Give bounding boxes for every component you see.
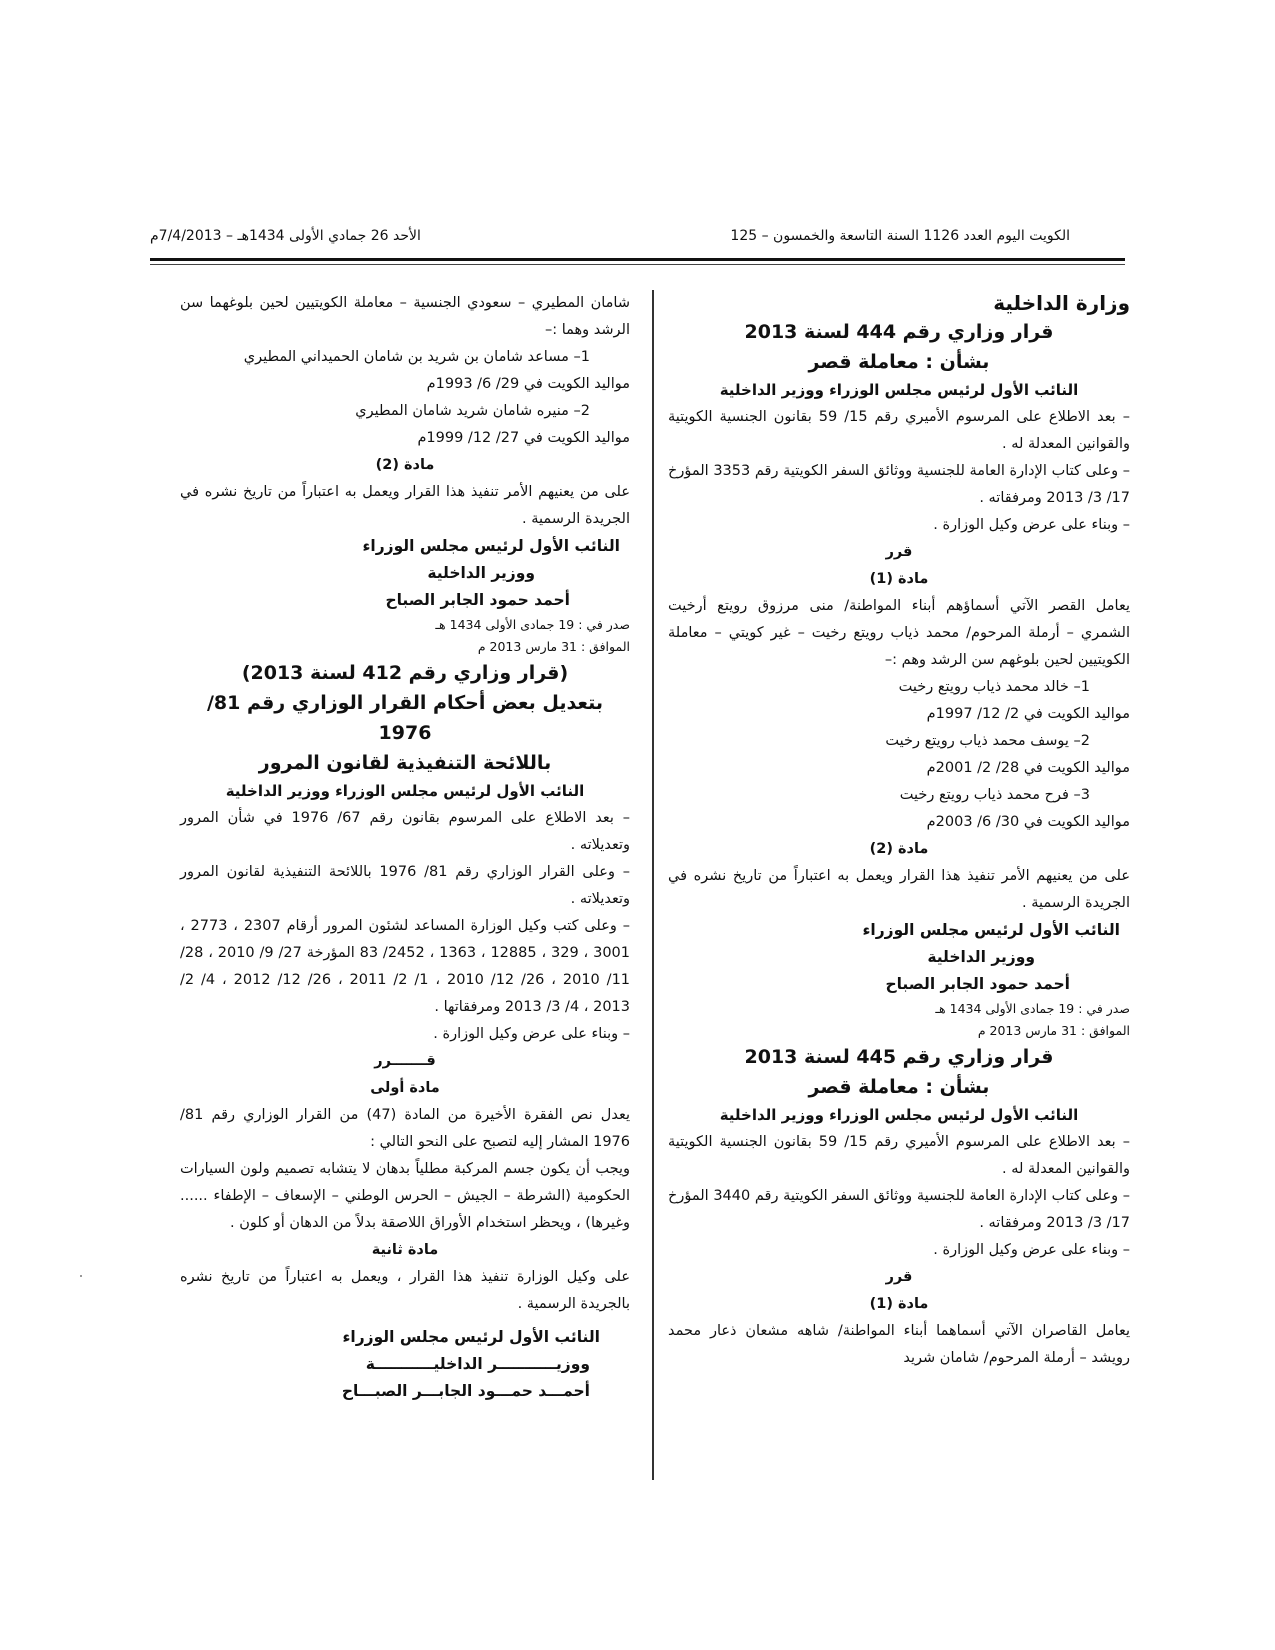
signature-minister: ووزير الداخلية <box>427 564 535 582</box>
decision-444-decide: قرر <box>885 544 913 560</box>
decision-444-preamble-1: – بعد الاطلاع على المرسوم الأميري رقم 15/ 59 بقانون الجنسية الكويتية والقوانين المعدلة له . <box>668 409 1130 452</box>
decision-444-article-2-text: على من يعنيهم الأمر تنفيذ هذا القرار ويعمل به اعتباراً من تاريخ نشره في الجريدة الرسمية . <box>668 868 1130 911</box>
decision-444-title: قرار وزاري رقم 444 لسنة 2013 <box>744 321 1054 343</box>
decision-445-preamble-1: – بعد الاطلاع على المرسوم الأميري رقم 15/ 59 بقانون الجنسية الكويتية والقوانين المعدلة له . <box>668 1134 1130 1177</box>
decision-412-subject-line-2: باللائحة التنفيذية لقانون المرور <box>258 752 552 774</box>
decision-444-preamble-3: – وبناء على عرض وكيل الوزارة . <box>933 517 1130 533</box>
minor-dob-2: مواليد الكويت في 28/ 2/ 2001م <box>926 760 1130 776</box>
signature-name: أحمـــد حمـــود الجابـــر الصبـــاح <box>341 1382 590 1400</box>
decision-412-subject-line-1: بتعديل بعض أحكام القرار الوزاري رقم 81/ 1976 <box>206 692 604 744</box>
decision-412-article-2-text: على وكيل الوزارة تنفيذ هذا القرار ، ويعمل به اعتباراً من تاريخ نشره بالجريدة الرسمية . <box>180 1269 630 1312</box>
decision-412-preamble-2: – وعلى القرار الوزاري رقم 81/ 1976 باللائحة التنفيذية لقانون المرور وتعديلاته . <box>180 864 631 907</box>
signature-name: أحمد حمود الجابر الصباح <box>385 591 570 609</box>
decision-412-decide: قـــــــرر <box>374 1053 436 1069</box>
decision-412-issuer: النائب الأول لرئيس مجلس الوزراء ووزير الداخلية <box>225 782 585 800</box>
decision-445-article-1-text: يعامل القاصران الآتي أسماهما أبناء المواطنة/ شاهه مشعان ذعار محمد رويشد – أرملة المرحوم/ شامان شريد <box>668 1323 1130 1366</box>
decision-444-article-1-text: يعامل القصر الآتي أسماؤهم أبناء المواطنة/ منى مرزوق رويتع أرخيت الشمري – أرملة المرحوم/ محمد ذياب رويتع رخيت – غير كويتي – معاملة الكويتيين لحين بلوغهم سن الرشد وهم :– <box>668 598 1130 668</box>
decision-445-preamble-3: – وبناء على عرض وكيل الوزارة . <box>933 1242 1130 1258</box>
decision-412-preamble-3: – وعلى كتب وكيل الوزارة المساعد لشئون المرور أرقام 2307 ، 2773 ، 3001 ، 329 ، 12885 ، 1363 ، 2452/ 83 المؤرخة 27/ 9/ 2010 ، 28/ 11/ 2010 ، 26/ 12/ 2010 ، 1/ 2/ 2011 ، 26/ 12/ 2012 ، 4/ 2/ 2013 ، 4/ 3/ 2013 ومرفقاتها . <box>180 918 631 1015</box>
decision-412-article-1-text-2: ويجب أن يكون جسم المركبة مطلياً بدهان لا يتشابه تصميم ولون السيارات الحكومية (الشرطة – الجيش – الحرس الوطني – الإسعاف – الإطفاء ...... وغيرها) ، ويحظر استخدام الأوراق اللاصقة بدلاً من الدهان أو كلون . <box>180 1161 630 1231</box>
issued-date-gregorian: الموافق : 31 مارس 2013 م <box>477 639 630 654</box>
decision-412-preamble-4: – وبناء على عرض وكيل الوزارة . <box>433 1026 630 1042</box>
decision-445-issuer: النائب الأول لرئيس مجلس الوزراء ووزير الداخلية <box>719 1106 1079 1124</box>
decision-412-article-1-text-1: يعدل نص الفقرة الأخيرة من المادة (47) من القرار الوزاري رقم 81/ 1976 المشار إليه لتصبح على النحو التالي : <box>180 1107 630 1150</box>
decision-445-article-2-heading: مادة (2) <box>375 457 435 473</box>
minor-dob-5: مواليد الكويت في 27/ 12/ 1999م <box>417 430 630 446</box>
minor-item-3: 3– فرح محمد ذياب رويتع رخيت <box>899 787 1090 803</box>
decision-412-article-1-heading: مادة أولى <box>370 1080 440 1096</box>
decision-444-article-2-heading: مادة (2) <box>869 841 929 857</box>
decision-445-subject: بشأن : معاملة قصر <box>808 1076 990 1098</box>
decision-445-title: قرار وزاري رقم 445 لسنة 2013 <box>744 1046 1054 1068</box>
signature-title: النائب الأول لرئيس مجلس الوزراء <box>342 1328 600 1346</box>
decision-445-preamble-2: – وعلى كتاب الإدارة العامة للجنسية ووثائق السفر الكويتية رقم 3440 المؤرخ 17/ 3/ 2013 ومرفقاته . <box>668 1188 1130 1231</box>
decision-412-title: (قرار وزاري رقم 412 لسنة 2013) <box>241 662 569 684</box>
issued-date-hijri: صدر في : 19 جمادى الأولى 1434 هـ <box>435 617 630 632</box>
signature-minister: ووزيـــــــــــر الداخليـــــــــــة <box>365 1355 590 1373</box>
page-header-right: الكويت اليوم العدد 1126 السنة التاسعة والخمسون – 125 <box>730 228 1070 244</box>
decision-445-article-2-text: على من يعنيهم الأمر تنفيذ هذا القرار ويعمل به اعتباراً من تاريخ نشره في الجريدة الرسمية . <box>180 484 630 527</box>
decision-445-decide: قرر <box>885 1269 913 1285</box>
minor-dob-4: مواليد الكويت في 29/ 6/ 1993م <box>426 376 630 392</box>
signature-title: النائب الأول لرئيس مجلس الوزراء <box>362 537 620 555</box>
minor-dob-1: مواليد الكويت في 2/ 12/ 1997م <box>926 706 1130 722</box>
minor-item-4: 1– مساعد شامان بن شريد بن شامان الحميداني المطيري <box>243 349 590 365</box>
decision-445-continued-text: شامان المطيري – سعودي الجنسية – معاملة الكويتيين لحين بلوغهما سن الرشد وهما :– <box>180 295 630 338</box>
minor-item-1: 1– خالد محمد ذياب رويتع رخيت <box>898 679 1090 695</box>
decision-445-article-1-heading: مادة (1) <box>869 1296 929 1312</box>
header-rule-thin <box>150 264 1125 265</box>
right-column <box>668 290 1130 1372</box>
signature-title: النائب الأول لرئيس مجلس الوزراء <box>862 921 1120 939</box>
page-header-left: الأحد 26 جمادي الأولى 1434هـ – 7/4/2013م <box>150 228 421 244</box>
decision-444-subject: بشأن : معاملة قصر <box>808 351 990 373</box>
minor-dob-3: مواليد الكويت في 30/ 6/ 2003م <box>926 814 1130 830</box>
minor-item-5: 2– منيره شامان شريد شامان المطيري <box>355 403 590 419</box>
signature-name: أحمد حمود الجابر الصباح <box>885 975 1070 993</box>
issued-date-hijri: صدر في : 19 جمادى الأولى 1434 هـ <box>935 1001 1130 1016</box>
minor-item-2: 2– يوسف محمد ذياب رويتع رخيت <box>885 733 1090 749</box>
decision-444-issuer: النائب الأول لرئيس مجلس الوزراء ووزير الداخلية <box>719 381 1079 399</box>
issued-date-gregorian: الموافق : 31 مارس 2013 م <box>977 1023 1130 1038</box>
left-column <box>180 290 630 1405</box>
signature-minister: ووزير الداخلية <box>927 948 1035 966</box>
decision-444-preamble-2: – وعلى كتاب الإدارة العامة للجنسية ووثائق السفر الكويتية رقم 3353 المؤرخ 17/ 3/ 2013 ومرفقاته . <box>668 463 1130 506</box>
column-divider <box>652 290 654 1480</box>
scan-speck <box>80 1275 82 1277</box>
decision-412-article-2-heading: مادة ثانية <box>371 1242 439 1258</box>
decision-444-article-1-heading: مادة (1) <box>869 571 929 587</box>
header-rule <box>150 258 1125 261</box>
ministry-heading: وزارة الداخلية <box>993 291 1130 315</box>
decision-412-preamble-1: – بعد الاطلاع على المرسوم بقانون رقم 67/ 1976 في شأن المرور وتعديلاته . <box>180 810 630 853</box>
